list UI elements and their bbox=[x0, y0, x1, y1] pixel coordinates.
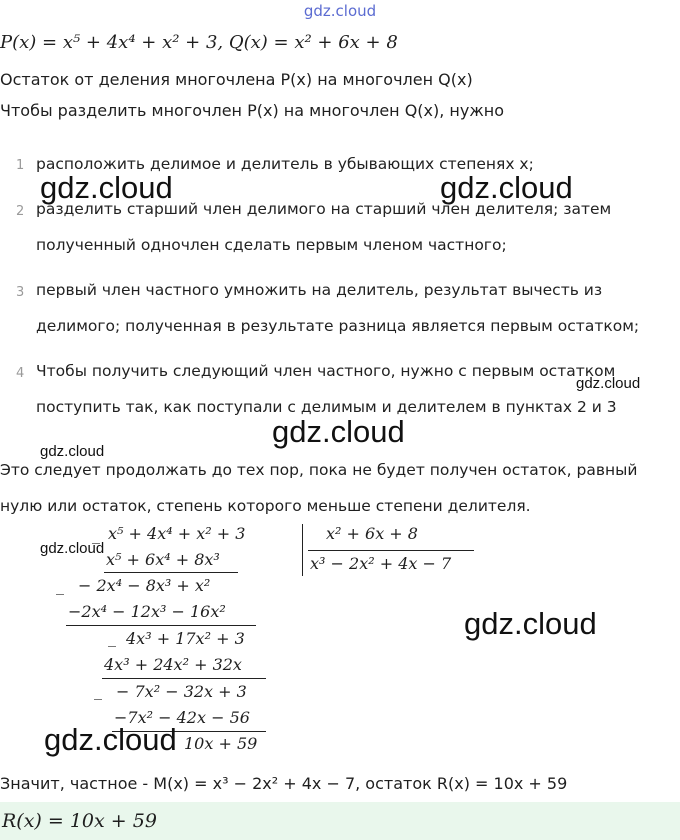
watermark-logo: gdz.cloud bbox=[40, 443, 105, 460]
step-number: 2 bbox=[16, 204, 25, 219]
watermark-logo: gdz.cloud bbox=[440, 170, 573, 205]
division-minus-sign: _ bbox=[56, 576, 64, 595]
watermark-logo: gdz.cloud bbox=[272, 414, 405, 449]
watermark-logo: gdz.cloud bbox=[40, 170, 173, 205]
division-row: x⁵ + 6x⁴ + 8x³ bbox=[106, 550, 220, 569]
division-rule bbox=[66, 625, 256, 626]
site-link[interactable]: gdz.cloud bbox=[303, 2, 377, 20]
step-text: первый член частного умножить на делитель, результат вычесть из bbox=[36, 281, 603, 299]
dividend: x⁵ + 4x⁴ + x² + 3 bbox=[108, 524, 246, 543]
division-minus-sign: _ bbox=[92, 525, 100, 544]
step-text: поступить так, как поступали с делимым и делителем в пунктах 2 и 3 bbox=[36, 398, 617, 416]
task-text: Остаток от деления многочлена P(x) на многочлен Q(x) bbox=[0, 70, 473, 89]
quotient: x³ − 2x² + 4x − 7 bbox=[310, 554, 452, 573]
step-text: разделить старший член делимого на старший член делителя; затем bbox=[36, 200, 612, 218]
watermark-logo: gdz.cloud bbox=[464, 606, 597, 641]
divisor: x² + 6x + 8 bbox=[326, 524, 418, 543]
step-text: делимого; полученная в результате разница является первым остатком; bbox=[36, 317, 640, 335]
step-text: Чтобы получить следующий член частного, нужно с первым остатком bbox=[36, 362, 616, 380]
division-row: 4x³ + 24x² + 32x bbox=[104, 655, 242, 674]
continue-text: Это следует продолжать до тех пор, пока не будет получен остаток, равный bbox=[0, 461, 638, 479]
division-bracket bbox=[302, 524, 303, 576]
step-number: 3 bbox=[16, 285, 25, 300]
watermark-logo: gdz.cloud bbox=[44, 722, 177, 757]
intro-text: Чтобы разделить многочлен P(x) на многочлен Q(x), нужно bbox=[0, 101, 505, 120]
divisor-underline bbox=[308, 550, 474, 551]
division-row: − 7x² − 32x + 3 bbox=[116, 682, 247, 701]
division-remainder: 10x + 59 bbox=[184, 734, 258, 753]
division-rule bbox=[104, 572, 238, 573]
step-number: 1 bbox=[16, 158, 25, 173]
step-text: расположить делимое и делитель в убывающих степенях x; bbox=[36, 155, 534, 173]
answer-box bbox=[0, 802, 680, 840]
division-row: −2x⁴ − 12x³ − 16x² bbox=[68, 602, 226, 621]
division-row: −7x² − 42x − 56 bbox=[114, 708, 250, 727]
step-text: полученный одночлен сделать первым членом частного; bbox=[36, 236, 507, 254]
division-rule bbox=[102, 678, 266, 679]
watermark-logo: gdz.cloud bbox=[576, 375, 641, 392]
division-row: − 2x⁴ − 8x³ + x² bbox=[78, 576, 211, 595]
division-minus-sign: _ bbox=[94, 681, 102, 700]
watermark-logo: gdz.cloud bbox=[40, 540, 105, 557]
division-minus-sign: _ bbox=[108, 628, 116, 647]
division-row: 4x³ + 17x² + 3 bbox=[126, 629, 245, 648]
continue-text: нулю или остаток, степень которого меньше степени делителя. bbox=[0, 497, 531, 515]
step-number: 4 bbox=[16, 366, 25, 381]
given-polynomials: P(x) = x⁵ + 4x⁴ + x² + 3, Q(x) = x² + 6x + 8 bbox=[0, 32, 398, 53]
conclusion-text: Значит, частное - M(x) = x³ − 2x² + 4x − 7, остаток R(x) = 10x + 59 bbox=[0, 774, 568, 793]
answer-text: R(x) = 10x + 59 bbox=[2, 810, 157, 832]
